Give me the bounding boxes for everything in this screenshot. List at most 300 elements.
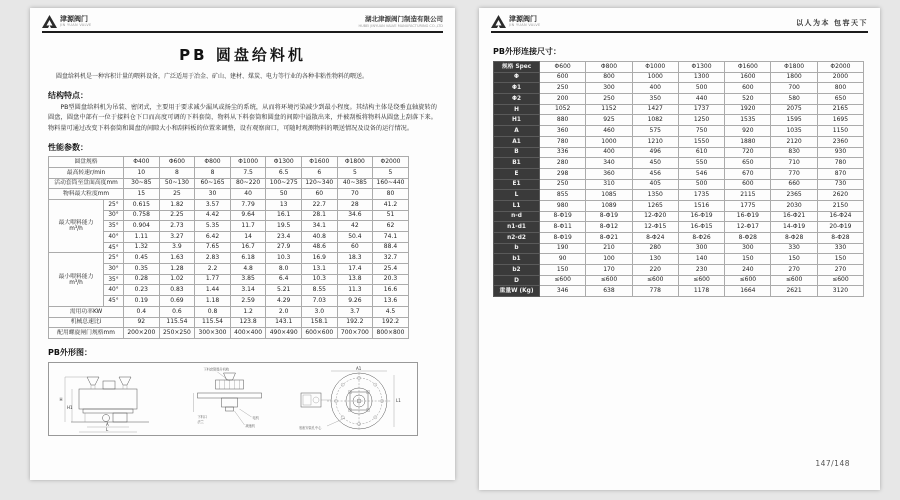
table-row — [49, 189, 409, 200]
row-label-cell: B1 — [494, 158, 540, 169]
row-label-cell: A1 — [494, 136, 540, 147]
table-cell: 50 — [266, 189, 302, 200]
table-cell: 6 — [301, 167, 337, 178]
table-cell: 7.5 — [230, 167, 266, 178]
table-cell: 2075 — [771, 104, 817, 115]
table-cell: 51 — [373, 210, 409, 221]
table-cell: 0.69 — [159, 296, 195, 307]
side-view-drawing — [54, 365, 172, 433]
table-cell: 170 — [586, 265, 632, 276]
intro-paragraph: 圆盘给料机是一种容积计量的喂料设备，广泛适用于冶金、矿山、建材、煤炭、电力等行业的各种非粘性物料的喂送。 — [56, 73, 369, 80]
table-cell: 1920 — [725, 104, 771, 115]
col-header-cell: Φ800 — [195, 157, 231, 168]
angle-cell: 35° — [104, 221, 124, 232]
table-cell: 8-Φ19 — [586, 211, 632, 222]
table-cell: 280 — [632, 243, 678, 254]
table-cell: 12-Φ17 — [725, 222, 771, 233]
table-cell: 400 — [632, 83, 678, 94]
table-cell: 660 — [771, 179, 817, 190]
table-cell: 8-Φ11 — [540, 222, 586, 233]
table-cell: 22.7 — [301, 199, 337, 210]
table-cell: 92 — [124, 317, 160, 328]
table-cell: 4.8 — [230, 264, 266, 275]
features-heading: 结构特点： — [48, 91, 88, 100]
table-cell: 8-Φ28 — [817, 233, 863, 244]
table-cell: 700×700 — [337, 328, 373, 339]
table-cell: 8.55 — [301, 285, 337, 296]
table-cell: 41.2 — [373, 199, 409, 210]
row-label-cell: 最高转速r/min — [49, 167, 124, 178]
table-cell: 750 — [678, 126, 724, 137]
table-row — [494, 275, 864, 286]
row-label-cell: n-d — [494, 211, 540, 222]
table-row — [494, 136, 864, 147]
table-cell: 8-Φ28 — [771, 233, 817, 244]
table-cell: 600 — [725, 179, 771, 190]
angle-cell: 30° — [104, 264, 124, 275]
row-label-cell: 物料最大粒度mm — [49, 189, 124, 200]
table-cell: 40.8 — [301, 232, 337, 243]
row-label-cell: E1 — [494, 179, 540, 190]
table-row — [494, 200, 864, 211]
catalog-page-left — [30, 8, 455, 480]
table-cell: 5.21 — [266, 285, 302, 296]
table-cell: 2.0 — [266, 306, 302, 317]
table-cell: 3.9 — [159, 242, 195, 253]
table-cell: 330 — [817, 243, 863, 254]
table-cell: 150 — [725, 254, 771, 265]
table-cell: 700 — [771, 83, 817, 94]
table-row — [494, 179, 864, 190]
table-cell: 2.2 — [195, 264, 231, 275]
table-cell: 34.1 — [301, 221, 337, 232]
table-cell: 13.1 — [301, 264, 337, 275]
dim-label-h: H — [59, 396, 63, 402]
dimensions-heading: PB外形连接尺寸： — [493, 47, 561, 56]
table-cell: 200×200 — [124, 328, 160, 339]
table-cell: 800×800 — [373, 328, 409, 339]
table-cell: 250 — [540, 179, 586, 190]
table-cell: 1150 — [817, 126, 863, 137]
table-cell: 3.0 — [301, 306, 337, 317]
table-cell: 610 — [678, 147, 724, 158]
top-view-drawing — [288, 365, 412, 433]
table-cell: 2365 — [771, 190, 817, 201]
table-cell: ≤600 — [771, 275, 817, 286]
table-cell: 730 — [817, 179, 863, 190]
angle-cell: 45° — [104, 242, 124, 253]
table-cell: 10.3 — [266, 253, 302, 264]
table-cell: 0.615 — [124, 199, 160, 210]
table-cell: 405 — [632, 179, 678, 190]
table-cell: 50~130 — [159, 178, 195, 189]
table-row — [49, 178, 409, 189]
table-cell: 2.73 — [159, 221, 195, 232]
table-cell: 140 — [678, 254, 724, 265]
row-label-cell: L1 — [494, 200, 540, 211]
table-cell: 770 — [771, 168, 817, 179]
table-cell: 10.3 — [301, 274, 337, 285]
table-cell: 670 — [725, 168, 771, 179]
col-header-cell: Φ1000 — [632, 62, 678, 73]
table-cell: 710 — [771, 158, 817, 169]
row-label-cell: b2 — [494, 265, 540, 276]
table-cell: 150 — [771, 254, 817, 265]
table-cell: 1.18 — [195, 296, 231, 307]
table-cell: 40~385 — [337, 178, 373, 189]
table-cell: 60 — [301, 189, 337, 200]
table-cell: 400 — [586, 147, 632, 158]
table-cell: 12-Φ20 — [632, 211, 678, 222]
table-cell: 14-Φ19 — [771, 222, 817, 233]
table-cell: 62 — [373, 221, 409, 232]
table-cell: 74.1 — [373, 232, 409, 243]
row-label-cell: 机械总速比i — [49, 317, 124, 328]
company-name: 湖北津源阀门制造有限公司 — [365, 15, 443, 24]
table-cell: 11.7 — [230, 221, 266, 232]
col-header-cell: Φ1800 — [337, 157, 373, 168]
col-header-cell: Φ1600 — [301, 157, 337, 168]
table-cell: 18.3 — [337, 253, 373, 264]
table-cell: 8-Φ26 — [678, 233, 724, 244]
table-cell: 7.79 — [230, 199, 266, 210]
row-label-cell: 活动套筒至盘面高度mm — [49, 178, 124, 189]
table-cell: 1.44 — [195, 285, 231, 296]
table-row — [49, 253, 409, 264]
table-cell: 120~340 — [301, 178, 337, 189]
table-cell: 330 — [771, 243, 817, 254]
row-label-cell: A — [494, 126, 540, 137]
table-cell: 1.2 — [230, 306, 266, 317]
table-cell: 4.42 — [195, 210, 231, 221]
table-cell: 123.8 — [230, 317, 266, 328]
table-cell: 1082 — [632, 115, 678, 126]
table-cell: 6.5 — [266, 167, 302, 178]
col-header-cell: Φ600 — [540, 62, 586, 73]
table-cell: 1664 — [725, 286, 771, 297]
angle-cell: 40° — [104, 285, 124, 296]
table-cell: 1300 — [678, 72, 724, 83]
table-cell: 27.9 — [266, 242, 302, 253]
table-cell: 5.35 — [195, 221, 231, 232]
table-cell: 2360 — [817, 136, 863, 147]
table-row — [494, 233, 864, 244]
table-cell: 240 — [725, 265, 771, 276]
table-cell: 340 — [586, 158, 632, 169]
table-row — [494, 147, 864, 158]
table-row — [49, 317, 409, 328]
page-title: PB 圆盘给料机 — [179, 46, 306, 64]
table-cell: 650 — [817, 94, 863, 105]
table-cell: 0.19 — [124, 296, 160, 307]
callout-reducer: 减速机 — [245, 423, 256, 428]
table-cell: 360 — [586, 168, 632, 179]
table-cell: 546 — [678, 168, 724, 179]
table-cell: 3120 — [817, 286, 863, 297]
table-cell: 90 — [540, 254, 586, 265]
table-cell: 1000 — [586, 136, 632, 147]
row-label-cell: b — [494, 243, 540, 254]
table-cell: 8 — [159, 167, 195, 178]
row-label-cell: B — [494, 147, 540, 158]
performance-heading: 性能参数： — [48, 143, 88, 153]
row-label-cell: L — [494, 190, 540, 201]
table-cell: 575 — [632, 126, 678, 137]
table-cell: 280 — [540, 158, 586, 169]
table-cell: 25.4 — [373, 264, 409, 275]
row-label-cell: 重量W (Kg) — [494, 286, 540, 297]
table-cell: 0.6 — [159, 306, 195, 317]
row-label-cell: b1 — [494, 254, 540, 265]
table-cell: 80 — [373, 189, 409, 200]
table-cell: 360 — [540, 126, 586, 137]
callout-base-holes: 底座安装孔中心 — [299, 425, 322, 430]
table-cell: 28 — [337, 199, 373, 210]
table-cell: 496 — [632, 147, 678, 158]
table-cell: 2000 — [817, 72, 863, 83]
table-cell: 12-Φ15 — [632, 222, 678, 233]
table-cell: 16-Φ19 — [678, 211, 724, 222]
table-cell: 28.1 — [301, 210, 337, 221]
table-cell: 2621 — [771, 286, 817, 297]
table-cell: 780 — [817, 158, 863, 169]
table-cell: 158.1 — [301, 317, 337, 328]
table-cell: 16.7 — [230, 242, 266, 253]
table-cell: 20-Φ19 — [817, 222, 863, 233]
table-cell: 4.29 — [266, 296, 302, 307]
col-header-cell: Φ1600 — [725, 62, 771, 73]
table-cell: ≤600 — [586, 275, 632, 286]
table-cell: 115.54 — [195, 317, 231, 328]
table-cell: 2120 — [771, 136, 817, 147]
table-cell: 40 — [230, 189, 266, 200]
table-cell: ≤600 — [632, 275, 678, 286]
table-cell: 6.4 — [266, 274, 302, 285]
table-cell: 60 — [337, 242, 373, 253]
table-cell: 800 — [586, 72, 632, 83]
features-paragraph: PB型圆盘给料机为吊装、密闭式，主要用于要求减少漏风或扬尘的系统，从而将环境污染减少到最小程度。其结构主体是绕垂直轴旋转的圆盘，圆盘中部有一位于接料仓下口而高度可调的下料套筒，物料从下料套筒和圆盘的间隙中溢散出来，并被刮板将物料从圆盘上刮落下来。物料量可通过改变下料套筒和圆盘的间隙大小和刮料板的位置来调整，设有观察窗口，可随时观测物料的喂送情况及设备的运行情况。 — [48, 104, 437, 132]
table-cell: 1210 — [632, 136, 678, 147]
angle-cell: 30° — [104, 210, 124, 221]
col-header-cell: Φ1300 — [266, 157, 302, 168]
company-logo — [491, 15, 541, 28]
table-cell: 550 — [678, 158, 724, 169]
table-cell: 190 — [540, 243, 586, 254]
angle-cell: 25° — [104, 199, 124, 210]
table-cell: ≤600 — [540, 275, 586, 286]
callout-lifting-mechanism: 下料套筒提升机构 — [203, 367, 229, 372]
table-row — [49, 328, 409, 339]
row-label-cell: 需用功率KW — [49, 306, 124, 317]
table-cell: 150 — [540, 265, 586, 276]
table-cell: 16-Φ24 — [817, 211, 863, 222]
table-cell: 16.6 — [373, 285, 409, 296]
table-cell: 920 — [725, 126, 771, 137]
table-row — [49, 167, 409, 178]
table-cell: 2.83 — [195, 253, 231, 264]
table-cell: 8-Φ19 — [540, 233, 586, 244]
table-row — [494, 168, 864, 179]
outline-heading: PB外形图： — [48, 347, 92, 357]
table-cell: 0.8 — [195, 306, 231, 317]
table-cell: 3.7 — [337, 306, 373, 317]
table-row — [494, 190, 864, 201]
table-cell: 14 — [230, 232, 266, 243]
table-cell: 160~440 — [373, 178, 409, 189]
table-row — [494, 126, 864, 137]
page-header-left — [42, 15, 443, 33]
table-cell: 2620 — [817, 190, 863, 201]
callout-outlet: 下料口 — [197, 414, 208, 419]
table-row — [494, 286, 864, 297]
table-cell: 300×300 — [195, 328, 231, 339]
table-cell: 1.77 — [195, 274, 231, 285]
table-row — [49, 306, 409, 317]
page-number: 147/148 — [815, 459, 850, 468]
dim-label-l1: L1 — [396, 397, 401, 403]
table-cell: 600 — [540, 72, 586, 83]
row-group-label-cell: 最小喂料能力 m³/h — [49, 253, 104, 306]
dim-label-l: L — [106, 426, 109, 432]
table-cell: 34.6 — [337, 210, 373, 221]
row-label-cell: Φ2 — [494, 94, 540, 105]
row-label-cell: n2-d2 — [494, 233, 540, 244]
table-cell: 42 — [337, 221, 373, 232]
table-cell: 17.4 — [337, 264, 373, 275]
table-cell: 220 — [632, 265, 678, 276]
table-cell: 192.2 — [373, 317, 409, 328]
table-cell: 5 — [373, 167, 409, 178]
table-row — [494, 115, 864, 126]
table-cell: 780 — [540, 136, 586, 147]
table-cell: 350 — [632, 94, 678, 105]
performance-table — [48, 156, 409, 339]
table-cell: 0.23 — [124, 285, 160, 296]
table-cell: 11.3 — [337, 285, 373, 296]
angle-cell: 40° — [104, 232, 124, 243]
col-header-cell: Φ800 — [586, 62, 632, 73]
table-cell: 1800 — [771, 72, 817, 83]
col-header-cell: 圆盘规格 — [49, 157, 124, 168]
table-cell: 250×250 — [159, 328, 195, 339]
table-cell: 0.45 — [124, 253, 160, 264]
table-cell: 980 — [540, 200, 586, 211]
table-cell: 310 — [586, 179, 632, 190]
table-cell: 2.25 — [159, 210, 195, 221]
table-cell: 300 — [586, 83, 632, 94]
table-cell: 6.42 — [195, 232, 231, 243]
table-cell: 880 — [540, 115, 586, 126]
table-cell: 16.9 — [301, 253, 337, 264]
page-header-right — [491, 15, 868, 33]
table-cell: 0.4 — [124, 306, 160, 317]
table-cell: 1880 — [725, 136, 771, 147]
table-cell: 48.6 — [301, 242, 337, 253]
table-cell: 100 — [586, 254, 632, 265]
table-cell: 8-Φ19 — [540, 211, 586, 222]
table-cell: 580 — [771, 94, 817, 105]
table-cell: 300 — [725, 243, 771, 254]
table-cell: ≤600 — [725, 275, 771, 286]
table-cell: 800 — [817, 83, 863, 94]
callout-flange: 法兰 — [197, 419, 204, 424]
row-label-cell: H1 — [494, 115, 540, 126]
company-logo — [42, 15, 92, 28]
dim-label-h1: H1 — [67, 404, 73, 410]
table-cell: 230 — [678, 265, 724, 276]
company-name-block — [358, 16, 443, 28]
table-cell: 1085 — [586, 190, 632, 201]
table-cell: 500 — [678, 179, 724, 190]
angle-cell: 35° — [104, 274, 124, 285]
table-cell: 830 — [771, 147, 817, 158]
table-cell: 855 — [540, 190, 586, 201]
table-cell: 3.27 — [159, 232, 195, 243]
table-cell: 270 — [771, 265, 817, 276]
table-row — [494, 222, 864, 233]
table-cell: 1089 — [586, 200, 632, 211]
table-cell: 3.14 — [230, 285, 266, 296]
col-header-cell: Φ600 — [159, 157, 195, 168]
table-cell: 88.4 — [373, 242, 409, 253]
table-cell: 1052 — [540, 104, 586, 115]
table-row — [494, 211, 864, 222]
table-cell: 5 — [337, 167, 373, 178]
table-header-row — [494, 62, 864, 73]
outline-drawings — [48, 362, 418, 436]
table-cell: 143.1 — [266, 317, 302, 328]
table-cell: 1516 — [678, 200, 724, 211]
table-cell: 9.26 — [337, 296, 373, 307]
dim-label-a: A — [106, 421, 109, 427]
logo-triangle-icon — [491, 15, 506, 28]
row-label-cell: Φ — [494, 72, 540, 83]
table-cell: 2165 — [817, 104, 863, 115]
table-cell: 2150 — [817, 200, 863, 211]
table-cell: 23.4 — [266, 232, 302, 243]
dimensions-table — [493, 61, 864, 297]
table-cell: 298 — [540, 168, 586, 179]
table-cell: 300 — [678, 243, 724, 254]
table-cell: 8-Φ24 — [632, 233, 678, 244]
company-name-en: HUBEI JINYUAN VALVE MANUFACTURING CO.,LTD — [358, 23, 443, 28]
table-cell: 0.904 — [124, 221, 160, 232]
table-cell: 115.54 — [159, 317, 195, 328]
table-cell: 13.6 — [373, 296, 409, 307]
table-row — [494, 265, 864, 276]
table-cell: 520 — [725, 94, 771, 105]
table-cell: 32.7 — [373, 253, 409, 264]
table-cell: 1000 — [632, 72, 678, 83]
logo-subtext: JIN YUAN VALVE — [60, 23, 92, 28]
table-cell: 1.28 — [159, 264, 195, 275]
table-cell: 15 — [124, 189, 160, 200]
table-cell: 20.3 — [373, 274, 409, 285]
table-cell: 778 — [632, 286, 678, 297]
table-cell: 2115 — [725, 190, 771, 201]
row-group-label-cell: 最大喂料能力 m³/h — [49, 199, 104, 252]
table-cell: 13 — [266, 199, 302, 210]
col-header-cell: Φ2000 — [373, 157, 409, 168]
table-cell: 3.85 — [230, 274, 266, 285]
table-cell: 1178 — [678, 286, 724, 297]
table-row — [494, 72, 864, 83]
table-cell: 9.64 — [230, 210, 266, 221]
table-cell: 460 — [586, 126, 632, 137]
table-cell: 650 — [725, 158, 771, 169]
table-cell: 1250 — [678, 115, 724, 126]
table-cell: 450 — [632, 158, 678, 169]
